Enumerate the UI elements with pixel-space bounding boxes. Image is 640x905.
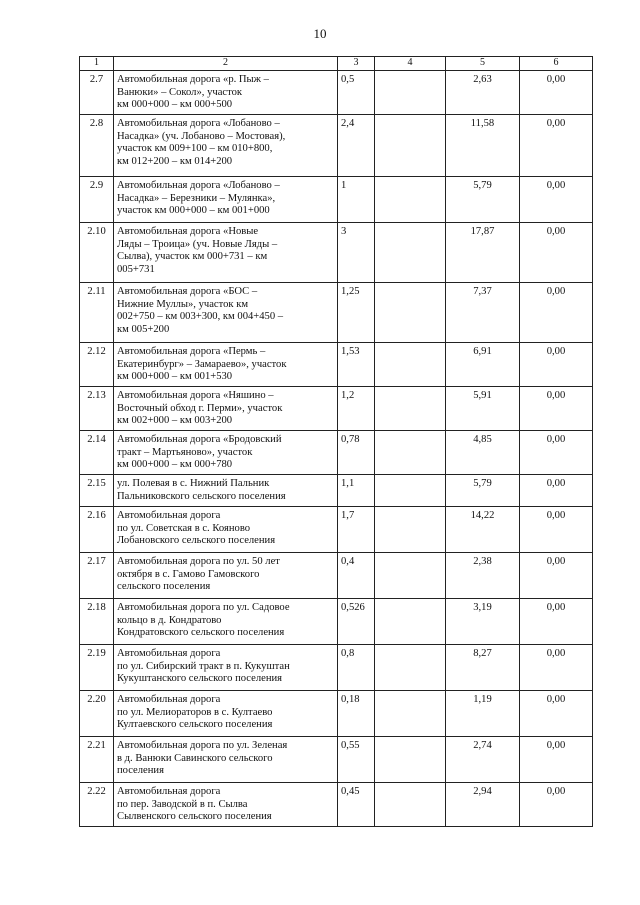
table-row (80, 783, 593, 827)
col-6-value: 0,00 (520, 177, 593, 223)
road-name: Автомобильная дорога по ул. Мелиораторов в с. Култаево Култаевского сельского поселения (114, 691, 338, 737)
col-3-value: 0,78 (338, 431, 375, 475)
col-6-value: 0,00 (520, 645, 593, 691)
col-4-value (375, 115, 446, 177)
col-3-value: 1,25 (338, 283, 375, 343)
road-name: Автомобильная дорога по ул. 50 лет октября в с. Гамово Гамовского сельского поселения (114, 553, 338, 599)
row-number: 2.9 (80, 177, 114, 223)
road-name: Автомобильная дорога по ул. Советская в с. Кояново Лобановского сельского поселения (114, 507, 338, 553)
col-3-value: 1,2 (338, 387, 375, 431)
table-header (80, 57, 593, 71)
col-3-value: 1,53 (338, 343, 375, 387)
col-6-value: 0,00 (520, 387, 593, 431)
header-col-4: 4 (375, 57, 446, 71)
header-col-6: 6 (520, 57, 593, 71)
road-name: Автомобильная дорога по пер. Заводской в п. Сылва Сылвенского сельского поселения (114, 783, 338, 827)
row-number: 2.10 (80, 223, 114, 283)
col-4-value (375, 71, 446, 115)
table-row (80, 599, 593, 645)
page-number: 10 (313, 26, 327, 41)
table-row (80, 645, 593, 691)
table-row (80, 475, 593, 507)
col-6-value: 0,00 (520, 691, 593, 737)
col-4-value (375, 553, 446, 599)
col-3-value: 0,8 (338, 645, 375, 691)
row-number: 2.8 (80, 115, 114, 177)
table-row (80, 283, 593, 343)
col-4-value (375, 387, 446, 431)
col-5-value: 5,79 (446, 177, 520, 223)
col-6-value: 0,00 (520, 475, 593, 507)
col-6-value: 0,00 (520, 343, 593, 387)
col-3-value: 1,7 (338, 507, 375, 553)
col-4-value (375, 691, 446, 737)
header-col-1: 1 (80, 57, 114, 71)
row-number: 2.17 (80, 553, 114, 599)
table-row (80, 387, 593, 431)
col-6-value: 0,00 (520, 223, 593, 283)
row-number: 2.20 (80, 691, 114, 737)
col-5-value: 4,85 (446, 431, 520, 475)
row-number: 2.21 (80, 737, 114, 783)
col-6-value: 0,00 (520, 507, 593, 553)
row-number: 2.12 (80, 343, 114, 387)
col-5-value: 8,27 (446, 645, 520, 691)
col-4-value (375, 223, 446, 283)
road-name: Автомобильная дорога «Бродовский тракт – Мартьяново», участок км 000+000 – км 000+780 (114, 431, 338, 475)
col-3-value: 0,4 (338, 553, 375, 599)
col-4-value (375, 783, 446, 827)
table-row (80, 71, 593, 115)
table-row (80, 691, 593, 737)
road-name: Автомобильная дорога «Лобаново – Насадка» – Березники – Мулянка», участок км 000+000 – км 001+000 (114, 177, 338, 223)
col-3-value: 0,45 (338, 783, 375, 827)
col-5-value: 11,58 (446, 115, 520, 177)
col-3-value: 1 (338, 177, 375, 223)
col-5-value: 17,87 (446, 223, 520, 283)
roads-table (79, 56, 593, 827)
col-6-value: 0,00 (520, 737, 593, 783)
col-4-value (375, 283, 446, 343)
col-3-value: 0,5 (338, 71, 375, 115)
table-row (80, 737, 593, 783)
col-5-value: 7,37 (446, 283, 520, 343)
col-3-value: 0,526 (338, 599, 375, 645)
col-5-value: 5,91 (446, 387, 520, 431)
col-5-value: 2,63 (446, 71, 520, 115)
table-row (80, 223, 593, 283)
col-4-value (375, 431, 446, 475)
col-6-value: 0,00 (520, 783, 593, 827)
header-col-5: 5 (446, 57, 520, 71)
col-5-value: 2,38 (446, 553, 520, 599)
road-name: Автомобильная дорога «Няшино – Восточный обход г. Перми», участок км 002+000 – км 003+200 (114, 387, 338, 431)
col-3-value: 0,18 (338, 691, 375, 737)
col-4-value (375, 645, 446, 691)
road-name: Автомобильная дорога «р. Пыж – Ванюки» – Сокол», участок км 000+000 – км 000+500 (114, 71, 338, 115)
col-4-value (375, 475, 446, 507)
col-6-value: 0,00 (520, 115, 593, 177)
header-col-3: 3 (338, 57, 375, 71)
col-3-value: 1,1 (338, 475, 375, 507)
row-number: 2.15 (80, 475, 114, 507)
col-3-value: 2,4 (338, 115, 375, 177)
col-3-value: 0,55 (338, 737, 375, 783)
col-5-value: 1,19 (446, 691, 520, 737)
col-5-value: 3,19 (446, 599, 520, 645)
col-5-value: 14,22 (446, 507, 520, 553)
row-number: 2.22 (80, 783, 114, 827)
road-name: Автомобильная дорога «Лобаново – Насадка» (уч. Лобаново – Мостовая), участок км 009+100 – км 010+800, км 012+200 – км 014+200 (114, 115, 338, 177)
table-row (80, 431, 593, 475)
col-5-value: 5,79 (446, 475, 520, 507)
road-name: ул. Полевая в с. Нижний Пальник Пальниковского сельского поселения (114, 475, 338, 507)
row-number: 2.11 (80, 283, 114, 343)
col-6-value: 0,00 (520, 431, 593, 475)
row-number: 2.18 (80, 599, 114, 645)
col-5-value: 2,74 (446, 737, 520, 783)
col-4-value (375, 599, 446, 645)
table-row (80, 115, 593, 177)
row-number: 2.14 (80, 431, 114, 475)
table-row (80, 553, 593, 599)
row-number: 2.13 (80, 387, 114, 431)
road-name: Автомобильная дорога «Пермь – Екатеринбург» – Замараево», участок км 000+000 – км 001+530 (114, 343, 338, 387)
col-6-value: 0,00 (520, 599, 593, 645)
row-number: 2.16 (80, 507, 114, 553)
col-4-value (375, 737, 446, 783)
col-5-value: 2,94 (446, 783, 520, 827)
col-3-value: 3 (338, 223, 375, 283)
road-name: Автомобильная дорога по ул. Сибирский тракт в п. Кукуштан Кукуштанского сельского поселения (114, 645, 338, 691)
col-5-value: 6,91 (446, 343, 520, 387)
col-4-value (375, 343, 446, 387)
table-row (80, 343, 593, 387)
col-4-value (375, 177, 446, 223)
road-name: Автомобильная дорога «Новые Ляды – Троица» (уч. Новые Ляды – Сылва), участок км 000+731 – км 005+731 (114, 223, 338, 283)
col-6-value: 0,00 (520, 283, 593, 343)
road-name: Автомобильная дорога «БОС – Нижние Муллы», участок км 002+750 – км 003+300, км 004+450 – км 005+200 (114, 283, 338, 343)
col-6-value: 0,00 (520, 553, 593, 599)
road-name: Автомобильная дорога по ул. Садовое кольцо в д. Кондратово Кондратовского сельского поселения (114, 599, 338, 645)
table-body (80, 71, 593, 827)
row-number: 2.19 (80, 645, 114, 691)
col-4-value (375, 507, 446, 553)
table-row (80, 177, 593, 223)
table-row (80, 507, 593, 553)
road-name: Автомобильная дорога по ул. Зеленая в д. Ванюки Савинского сельского поселения (114, 737, 338, 783)
header-col-2: 2 (114, 57, 338, 71)
header-row (80, 57, 593, 71)
col-6-value: 0,00 (520, 71, 593, 115)
row-number: 2.7 (80, 71, 114, 115)
